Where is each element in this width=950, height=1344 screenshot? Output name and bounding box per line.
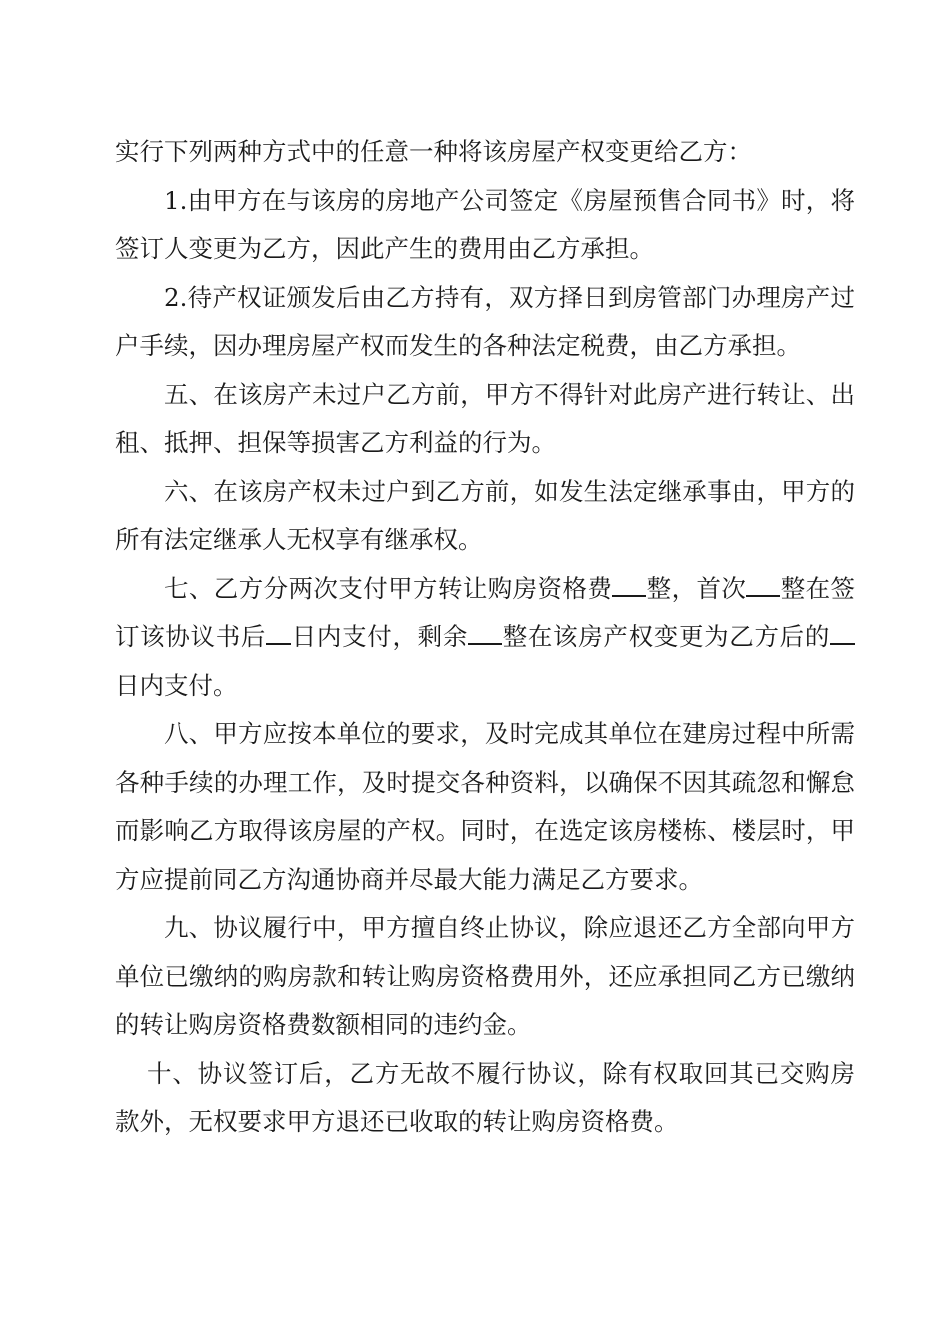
paragraph-clause-5: 五、在该房产未过户乙方前，甲方不得针对此房产进行转让、出租、抵押、担保等损害乙方利益的行为。 (115, 379, 855, 457)
blank-remaining-amount (468, 621, 502, 645)
clause-7-text: 七、乙方分两次支付甲方转让购房资格费 (164, 573, 613, 603)
blank-first-payment (746, 573, 780, 597)
clause-7-text: 日内支付。 (115, 670, 238, 700)
clause-7-text: 整在该房产权变更为乙方后的 (502, 622, 831, 651)
paragraph-clause-10: 十、协议签订后，乙方无故不履行协议，除有权取回其已交购房款外，无权要求甲方退还已收取的转让购房资格费。 (115, 1058, 855, 1136)
paragraph-clause-6: 六、在该房产权未过户到乙方前，如发生法定继承事由，甲方的所有法定继承人无权享有继承权。 (115, 476, 855, 554)
document-body (115, 128, 855, 1147)
clause-7-text: 整，首次 (646, 573, 747, 603)
paragraph-transfer-methods: 实行下列两种方式中的任意一种将该房屋产权变更给乙方： (115, 137, 752, 166)
paragraph-method-2: 2.待产权证颁发后由乙方持有，双方择日到房管部门办理房产过户手续，因办理房屋产权而发生的各种法定税费，由乙方承担。 (115, 282, 855, 360)
paragraph-clause-8: 八、甲方应按本单位的要求，及时完成其单位在建房过程中所需各种手续的办理工作，及时提交各种资料，以确保不因其疏忽和懈怠而影响乙方取得该房屋的产权。同时，在选定该房楼栋、楼层时，甲方应提前同乙方沟通协商并尽最大能力满足乙方要求。 (115, 719, 855, 894)
blank-total-amount (612, 573, 646, 597)
clause-7-text: 日内支付，剩余 (291, 622, 469, 651)
blank-first-days (266, 621, 291, 645)
paragraph-method-1: 1.由甲方在与该房的房地产公司签定《房屋预售合同书》时，将签订人变更为乙方，因此产生的费用由乙方承担。 (115, 185, 855, 263)
blank-remaining-days (830, 621, 855, 645)
paragraph-clause-9: 九、协议履行中，甲方擅自终止协议，除应退还乙方全部向甲方单位已缴纳的购房款和转让购房资格费用外，还应承担同乙方已缴纳的转让购房资格费数额相同的违约金。 (115, 913, 855, 1039)
paragraph-clause-7 (115, 565, 855, 711)
clause-7-text: 整在签订该协议书后 (115, 573, 856, 651)
